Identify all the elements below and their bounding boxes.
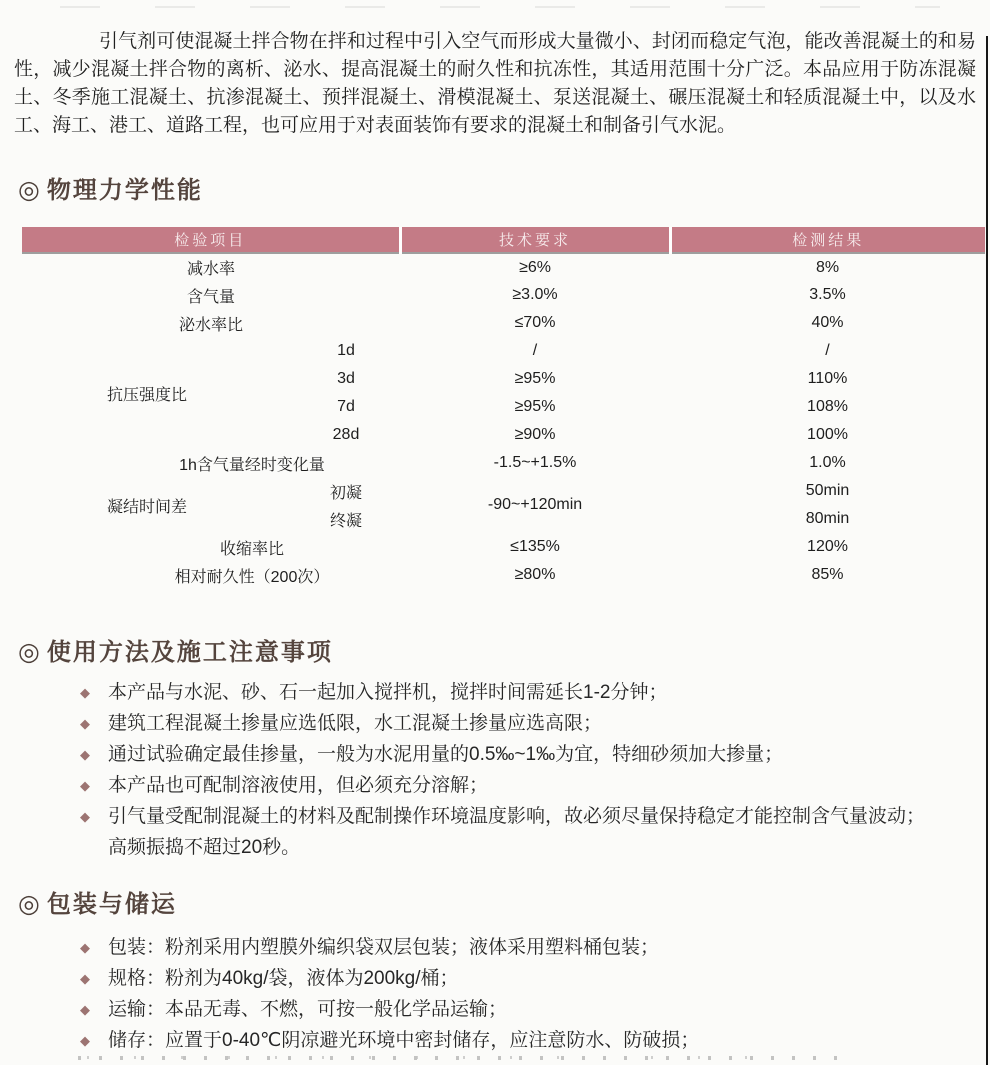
result-cell: 110% <box>807 370 848 387</box>
result-cell: 8% <box>815 258 840 276</box>
list-item <box>80 677 970 708</box>
page-edge-scan-line <box>986 36 988 1065</box>
table-row <box>22 533 985 561</box>
table-row <box>22 477 985 505</box>
packaging-bullet-list <box>80 932 970 1056</box>
sub-label-cell: 7d <box>337 398 355 415</box>
group-label-cell: 抗压强度比 <box>106 386 187 404</box>
req-cell: ≤135% <box>510 538 560 555</box>
req-cell: -1.5~+1.5% <box>493 454 577 471</box>
req-cell: -90~+120min <box>487 496 583 513</box>
bullet-text: 本产品与水泥、砂、石一起加入搅拌机，搅拌时间需延长1-2分钟； <box>108 682 668 703</box>
section-heading-physical <box>18 170 203 205</box>
diamond-bullet-icon: ◆ <box>80 940 90 955</box>
result-cell: / <box>825 342 830 359</box>
req-cell: ≤70% <box>514 314 556 331</box>
result-cell: 3.5% <box>809 286 846 303</box>
table-row <box>22 561 985 589</box>
bullet-continuation-text: 高频振捣不超过20秒。 <box>108 837 301 858</box>
bullet-text: 储存：应置于0-40℃阴凉避光环境中密封储存，应注意防水、防破损； <box>108 1030 700 1051</box>
result-cell: 85% <box>811 566 844 583</box>
result-cell: 1.0% <box>809 454 846 471</box>
diamond-bullet-icon: ◆ <box>80 747 90 762</box>
table-row <box>22 253 985 281</box>
item-cell: 减水率 <box>187 261 236 278</box>
list-item <box>80 739 970 770</box>
table-header-row <box>22 227 985 253</box>
item-cell: 含气量 <box>187 288 236 306</box>
bullet-text: 规格：粉剂为40kg/袋，液体为200kg/桶； <box>108 968 459 989</box>
usage-bullet-list <box>80 677 970 863</box>
list-item <box>80 708 970 739</box>
diamond-bullet-icon: ◆ <box>80 1033 90 1048</box>
list-item <box>80 963 970 994</box>
diamond-bullet-icon: ◆ <box>80 809 90 824</box>
table-row <box>22 281 985 309</box>
req-cell: ≥6% <box>519 258 551 276</box>
bullet-text: 建筑工程混凝土掺量应选低限，水工混凝土掺量应选高限； <box>108 713 603 734</box>
list-item <box>80 801 970 832</box>
sub-label-cell: 28d <box>332 426 360 443</box>
sub-label-cell: 终凝 <box>330 512 363 530</box>
bullet-text: 包装：粉剂采用内塑膜外编织袋双层包装；液体采用塑料桶包装； <box>108 937 660 958</box>
table-row <box>22 449 985 477</box>
req-cell: ≥95% <box>514 398 556 415</box>
table-row <box>22 337 985 365</box>
item-cell: 泌水率比 <box>179 316 244 334</box>
result-cell: 80min <box>805 510 850 527</box>
result-cell: 40% <box>811 314 844 331</box>
section-ring-icon: ◎ <box>18 176 40 204</box>
result-cell: 50min <box>805 482 850 499</box>
section-title: 物理力学性能 <box>46 177 203 204</box>
req-cell: ≥80% <box>514 566 556 583</box>
item-cell: 收缩率比 <box>220 540 285 558</box>
item-cell: 1h含气量经时变化量 <box>179 456 325 474</box>
sub-label-cell: 1d <box>337 342 355 359</box>
diamond-bullet-icon: ◆ <box>80 971 90 986</box>
group-label-cell: 凝结时间差 <box>106 498 187 516</box>
diamond-bullet-icon: ◆ <box>80 1002 90 1017</box>
bullet-text: 通过试验确定最佳掺量，一般为水泥用量的0.5‰~1‰为宜，特细砂须加大掺量； <box>108 744 784 765</box>
sub-label-cell: 初凝 <box>330 484 363 502</box>
req-cell: ≥95% <box>514 370 556 387</box>
header-cell-result: 检测结果 <box>670 227 985 253</box>
section-title: 包装与储运 <box>46 891 177 918</box>
section-ring-icon: ◎ <box>18 638 40 666</box>
scan-noise-top <box>60 6 940 8</box>
section-heading-usage <box>18 632 333 667</box>
item-cell: 相对耐久性（200次） <box>174 568 330 586</box>
result-cell: 108% <box>807 398 848 415</box>
bullet-text: 引气量受配制混凝土的材料及配制操作环境温度影响，故必须尽量保持稳定才能控制含气量波动； <box>108 806 926 827</box>
header-cell-item: 检验项目 <box>22 227 400 253</box>
diamond-bullet-icon: ◆ <box>80 685 90 700</box>
list-item <box>80 770 970 801</box>
physical-properties-table <box>22 227 985 589</box>
intro-paragraph: 引气剂可使混凝土拌合物在拌和过程中引入空气而形成大量微小、封闭而稳定气泡，能改善混凝土的和易性，减少混凝土拌合物的离析、泌水、提高混凝土的耐久性和抗冻性，其适用范围十分广泛。本品应用于防冻混凝土、冬季施工混凝土、抗渗混凝土、预拌混凝土、滑模混凝土、泵送混凝土、碾压混凝土和轻质混凝土中，以及水工、海工、港工、道路工程，也可应用于对表面装饰有要求的混凝土和制备引气水泥。 <box>14 31 976 136</box>
req-cell: ≥3.0% <box>512 286 558 303</box>
bullet-text: 本产品也可配制溶液使用，但必须充分溶解； <box>108 775 489 796</box>
req-cell: ≥90% <box>514 426 556 443</box>
list-item <box>80 932 970 963</box>
section-heading-packaging <box>18 884 177 919</box>
sub-label-cell: 3d <box>337 370 355 387</box>
list-item <box>80 1025 970 1056</box>
section-ring-icon: ◎ <box>18 890 40 918</box>
section-title: 使用方法及施工注意事项 <box>46 639 333 666</box>
diamond-bullet-icon: ◆ <box>80 778 90 793</box>
bullet-text: 运输：本品无毒、不燃，可按一般化学品运输； <box>108 999 508 1020</box>
table-row <box>22 309 985 337</box>
diamond-bullet-icon: ◆ <box>80 716 90 731</box>
header-cell-req: 技术要求 <box>400 227 670 253</box>
list-item <box>80 994 970 1025</box>
req-cell: / <box>532 342 538 359</box>
result-cell: 120% <box>807 538 848 555</box>
result-cell: 100% <box>807 426 848 443</box>
cut-off-text-line <box>78 1056 838 1065</box>
